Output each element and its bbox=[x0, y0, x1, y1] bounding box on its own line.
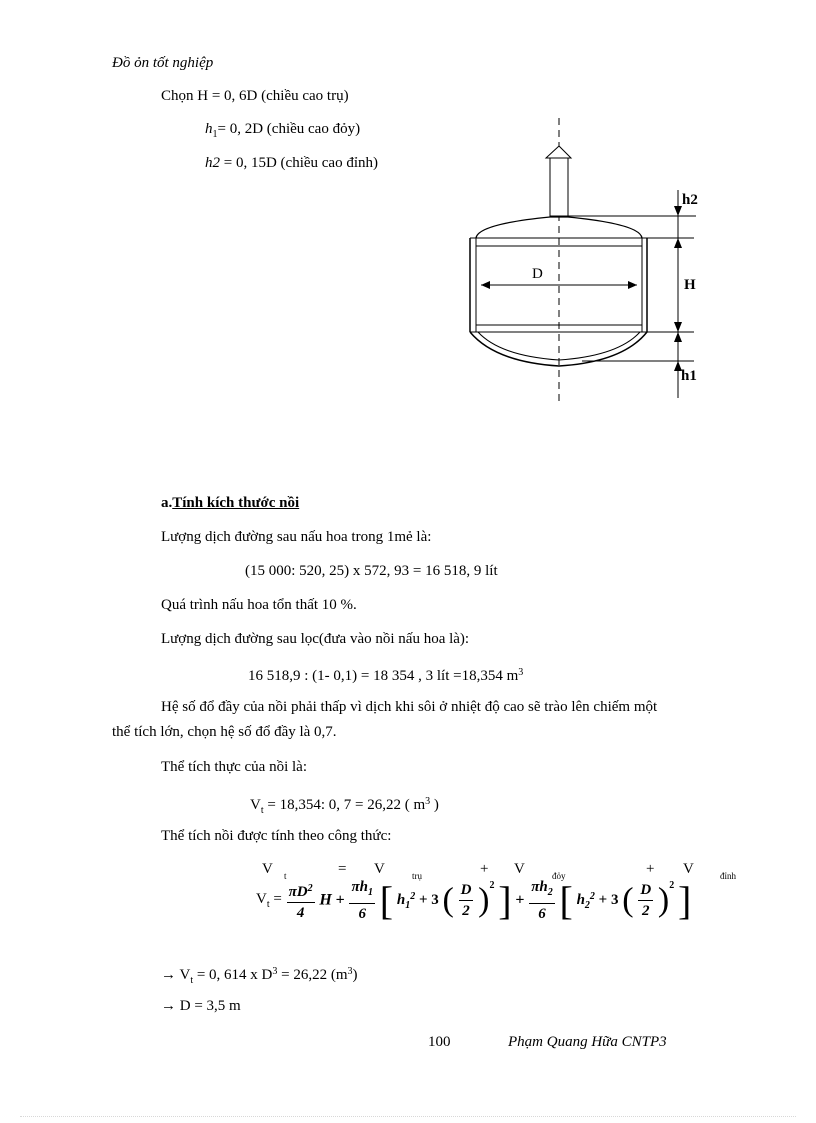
page-number: 100 bbox=[428, 1034, 451, 1050]
label-D: D bbox=[532, 266, 543, 282]
eq3-sub: t bbox=[260, 805, 264, 816]
eq3-v: V bbox=[250, 797, 261, 813]
section-heading bbox=[161, 494, 299, 512]
label-H: H bbox=[684, 277, 696, 293]
eq3-body: = 18,354: 0, 7 = 26,22 ( m bbox=[263, 797, 426, 813]
formula-top-tru: trụ bbox=[412, 871, 422, 881]
eq3-close: ) bbox=[430, 797, 439, 813]
plus-2: + bbox=[515, 891, 525, 909]
var-H: H bbox=[319, 891, 332, 909]
h1-sub: 1 bbox=[212, 129, 218, 140]
lhs-t: t bbox=[266, 899, 270, 910]
section-prefix: a. bbox=[161, 495, 173, 511]
paragraph-6: Thể tích nồi được tính theo công thức: bbox=[161, 828, 392, 844]
frac-D-2-b: $\frac{D}{2}$ bbox=[640, 882, 652, 919]
arrow-up-icon bbox=[546, 146, 571, 158]
frac-D-2-a: $\frac{D}{2}$ bbox=[460, 882, 472, 919]
paragraph-1: Lượng dịch đường sau nấu hoa trong 1mẻ là: bbox=[161, 529, 432, 545]
lhs-v: V bbox=[256, 891, 267, 907]
outlet-pipe bbox=[550, 158, 568, 216]
formula-top-v2: V bbox=[374, 861, 385, 877]
eq3-sup: 3 bbox=[425, 796, 431, 807]
formula-top-eq: = bbox=[338, 861, 347, 877]
param-h2 bbox=[205, 154, 378, 172]
formula-top-plus2: + bbox=[646, 861, 655, 877]
formula-top-plus1: + bbox=[480, 861, 489, 877]
equation-3 bbox=[250, 793, 439, 820]
frac-pih1-6: $\frac{\pi h_1}{6}$ bbox=[351, 879, 374, 922]
paragraph-3: Lượng dịch đường sau lọc(đưa vào nồi nấu hoa là): bbox=[161, 631, 470, 647]
h1-var: h bbox=[205, 121, 213, 137]
equation-1: (15 000: 520, 25) x 572, 93 = 16 518, 9 lít bbox=[245, 563, 498, 579]
equation-2 bbox=[248, 664, 523, 685]
h1-rest: = 0, 2D (chiều cao đỏy) bbox=[217, 121, 361, 137]
arrow-right-icon: → bbox=[161, 967, 176, 983]
result-2: → D = 3,5 m bbox=[161, 998, 241, 1014]
lhs-eq: = bbox=[269, 891, 286, 907]
formula-top-day: đỏy bbox=[552, 871, 566, 881]
h2-var: h2 bbox=[205, 155, 220, 171]
formula-top-v4: V bbox=[683, 861, 694, 877]
formula-top-v3: V bbox=[514, 861, 525, 877]
frac-pih2-6: $\frac{\pi h_2}{6}$ bbox=[531, 879, 553, 922]
label-h1: h1 bbox=[681, 368, 697, 384]
h2-rest: = 0, 15D (chiều cao đỉnh) bbox=[220, 155, 378, 171]
volume-formula: $V_t$ = $\frac{\pi D^2}{4}$ H + $\frac{\pi h_1}{6}$ [ $h_1^2 + 3$ ( $\frac{D}{2}$ )$^2$ ] + $\frac{\pi h_2}{6}$ [ $h_2^2 + 3$ ( $\frac{D}{2}$ )$^2$ ] bbox=[256, 878, 692, 923]
arrow-right-icon: → bbox=[161, 998, 176, 1014]
section-title: Tính kích thước nồi bbox=[172, 495, 300, 511]
param-H: Chọn H = 0, 6D (chiều cao trụ) bbox=[161, 88, 349, 104]
paragraph-5: Thể tích thực của nồi là: bbox=[161, 759, 307, 775]
frac-piD2-4: $\frac{\pi D^2}{4}$ bbox=[287, 879, 315, 923]
formula-top-v1: V bbox=[262, 861, 273, 877]
paragraph-4-line-1: Hệ số đổ đầy của nồi phải thấp vì dịch khi sôi ở nhiệt độ cao sẽ trào lên chiếm một bbox=[161, 699, 658, 715]
formula-top-dinh: đỉnh bbox=[720, 871, 737, 881]
result-1: → $V_t = 0$, 614 x $D^3 = 26,22$ $(m^3)$ bbox=[161, 966, 358, 986]
vessel-diagram bbox=[440, 110, 720, 410]
equation-2-sup: 3 bbox=[518, 667, 524, 678]
equation-2-text: 16 518,9 : (1- 0,1) = 18 354 , 3 lít =18,354 m bbox=[248, 668, 519, 684]
formula-top-t: t bbox=[284, 871, 287, 881]
paragraph-2: Quá trình nấu hoa tổn thất 10 %. bbox=[161, 597, 357, 613]
page-bottom-border bbox=[20, 1116, 796, 1117]
label-h2: h2 bbox=[682, 192, 698, 208]
footer-author: Phạm Quang Hữa CNTP3 bbox=[508, 1034, 667, 1050]
header-title: Đồ ỏn tốt nghiệp bbox=[112, 55, 214, 71]
paragraph-4-line-2: thể tích lớn, chọn hệ số đổ đầy là 0,7. bbox=[112, 724, 337, 740]
param-h1 bbox=[205, 120, 360, 144]
plus-1: + bbox=[335, 891, 345, 909]
